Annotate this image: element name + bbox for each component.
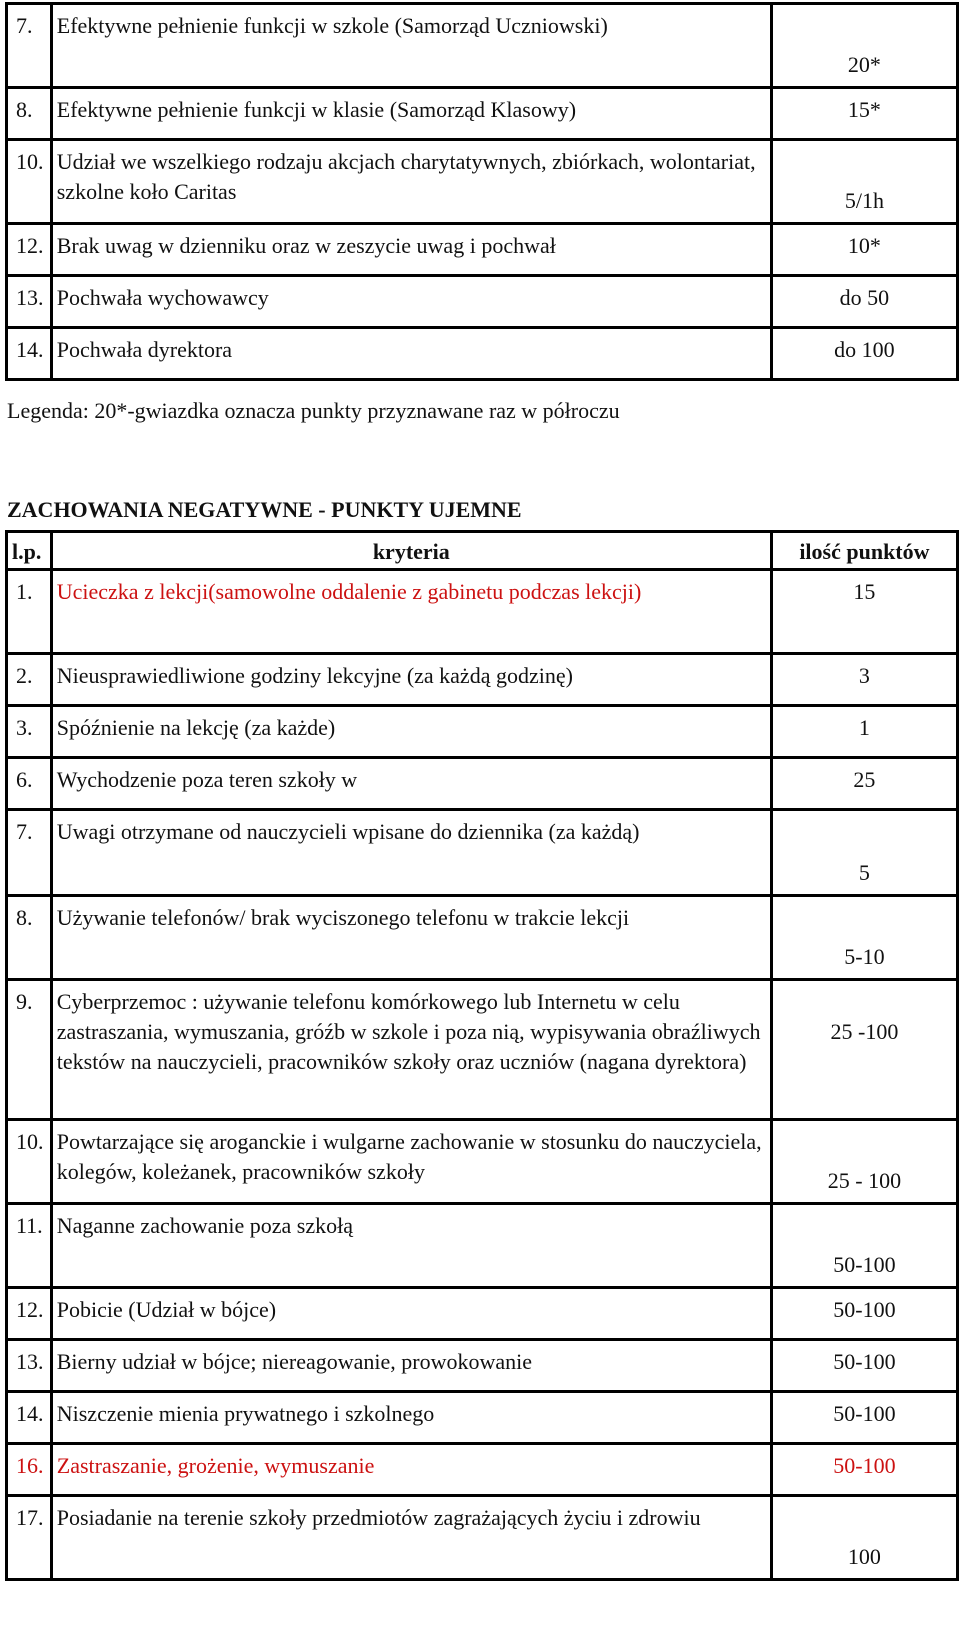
table-row xyxy=(7,4,958,88)
section-heading: ZACHOWANIA NEGATYWNE - PUNKTY UJEMNE xyxy=(7,497,522,522)
row-points: 25 xyxy=(771,758,957,810)
row-criterion: Naganne zachowanie poza szkołą xyxy=(51,1204,771,1288)
row-number: 11. xyxy=(7,1204,52,1288)
row-number: 10. xyxy=(7,140,52,224)
row-points: 25 -100 xyxy=(771,980,957,1120)
row-number: 12. xyxy=(7,224,52,276)
row-points: do 100 xyxy=(771,328,957,380)
row-number: 17. xyxy=(7,1496,52,1580)
legend-note: Legenda: 20*-gwiazdka oznacza punkty przyznawane raz w półroczu xyxy=(7,398,620,423)
row-points: 15* xyxy=(771,88,957,140)
row-points: 20* xyxy=(771,4,957,88)
row-criterion: Powtarzające się aroganckie i wulgarne zachowanie w stosunku do nauczyciela, kolegów, koleżanek, pracowników szkoły xyxy=(51,1120,771,1204)
row-criterion: Niszczenie mienia prywatnego i szkolnego xyxy=(51,1392,771,1444)
row-criterion: Pobicie (Udział w bójce) xyxy=(51,1288,771,1340)
row-points: 5 xyxy=(771,810,957,896)
row-number: 13. xyxy=(7,276,52,328)
table-row xyxy=(7,1444,958,1496)
table-row xyxy=(7,980,958,1120)
table-row xyxy=(7,1288,958,1340)
header-points: ilość punktów xyxy=(771,532,957,570)
table-row xyxy=(7,1204,958,1288)
row-number: 2. xyxy=(7,654,52,706)
row-number: 3. xyxy=(7,706,52,758)
table-row xyxy=(7,224,958,276)
row-criterion: Zastraszanie, grożenie, wymuszanie xyxy=(51,1444,771,1496)
row-points: 50-100 xyxy=(771,1392,957,1444)
row-criterion: Wychodzenie poza teren szkoły w xyxy=(51,758,771,810)
positive-points-table xyxy=(5,2,959,381)
row-number: 7. xyxy=(7,810,52,896)
row-number: 14. xyxy=(7,328,52,380)
row-points: 10* xyxy=(771,224,957,276)
row-number: 16. xyxy=(7,1444,52,1496)
row-criterion: Posiadanie na terenie szkoły przedmiotów zagrażających życiu i zdrowiu xyxy=(51,1496,771,1580)
table-row xyxy=(7,328,958,380)
row-number: 12. xyxy=(7,1288,52,1340)
header-criterion: kryteria xyxy=(51,532,771,570)
row-points: 50-100 xyxy=(771,1204,957,1288)
table-row xyxy=(7,140,958,224)
table-row xyxy=(7,1392,958,1444)
row-points: 5-10 xyxy=(771,896,957,980)
table-row xyxy=(7,276,958,328)
row-criterion: Ucieczka z lekcji(samowolne oddalenie z gabinetu podczas lekcji) xyxy=(51,570,771,654)
table-row xyxy=(7,810,958,896)
row-criterion: Brak uwag w dzienniku oraz w zeszycie uwag i pochwał xyxy=(51,224,771,276)
table-row xyxy=(7,654,958,706)
row-criterion: Pochwała dyrektora xyxy=(51,328,771,380)
row-points: do 50 xyxy=(771,276,957,328)
row-points: 50-100 xyxy=(771,1340,957,1392)
row-number: 8. xyxy=(7,88,52,140)
row-points: 100 xyxy=(771,1496,957,1580)
table-row xyxy=(7,706,958,758)
row-points: 5/1h xyxy=(771,140,957,224)
row-criterion: Udział we wszelkiego rodzaju akcjach charytatywnych, zbiórkach, wolontariat, szkolne koło Caritas xyxy=(51,140,771,224)
table-row xyxy=(7,896,958,980)
row-criterion: Używanie telefonów/ brak wyciszonego telefonu w trakcie lekcji xyxy=(51,896,771,980)
row-number: 8. xyxy=(7,896,52,980)
row-points: 25 - 100 xyxy=(771,1120,957,1204)
row-criterion: Cyberprzemoc : używanie telefonu komórkowego lub Internetu w celu zastraszania, wymuszania, gróźb w szkole i poza nią, wypisywania obraźliwych tekstów na nauczycieli, pracowników szkoły oraz uczniów (nagana dyrektora) xyxy=(51,980,771,1120)
negative-points-table xyxy=(5,530,959,1581)
table-row xyxy=(7,1120,958,1204)
table-row xyxy=(7,758,958,810)
row-criterion: Spóźnienie na lekcję (za każde) xyxy=(51,706,771,758)
table-header-row xyxy=(7,532,958,570)
row-criterion: Efektywne pełnienie funkcji w szkole (Samorząd Uczniowski) xyxy=(51,4,771,88)
table-row xyxy=(7,1340,958,1392)
row-points: 3 xyxy=(771,654,957,706)
row-number: 14. xyxy=(7,1392,52,1444)
row-number: 7. xyxy=(7,4,52,88)
row-points: 50-100 xyxy=(771,1288,957,1340)
row-number: 10. xyxy=(7,1120,52,1204)
row-number: 13. xyxy=(7,1340,52,1392)
row-criterion: Pochwała wychowawcy xyxy=(51,276,771,328)
row-number: 6. xyxy=(7,758,52,810)
row-criterion: Bierny udział w bójce; niereagowanie, prowokowanie xyxy=(51,1340,771,1392)
row-number: 1. xyxy=(7,570,52,654)
table-row xyxy=(7,88,958,140)
row-criterion: Efektywne pełnienie funkcji w klasie (Samorząd Klasowy) xyxy=(51,88,771,140)
row-points: 1 xyxy=(771,706,957,758)
row-points: 50-100 xyxy=(771,1444,957,1496)
row-points: 15 xyxy=(771,570,957,654)
row-criterion: Nieusprawiedliwione godziny lekcyjne (za każdą godzinę) xyxy=(51,654,771,706)
row-criterion: Uwagi otrzymane od nauczycieli wpisane do dziennika (za każdą) xyxy=(51,810,771,896)
table-row xyxy=(7,1496,958,1580)
table-row xyxy=(7,570,958,654)
row-number: 9. xyxy=(7,980,52,1120)
header-number: l.p. xyxy=(7,532,52,570)
